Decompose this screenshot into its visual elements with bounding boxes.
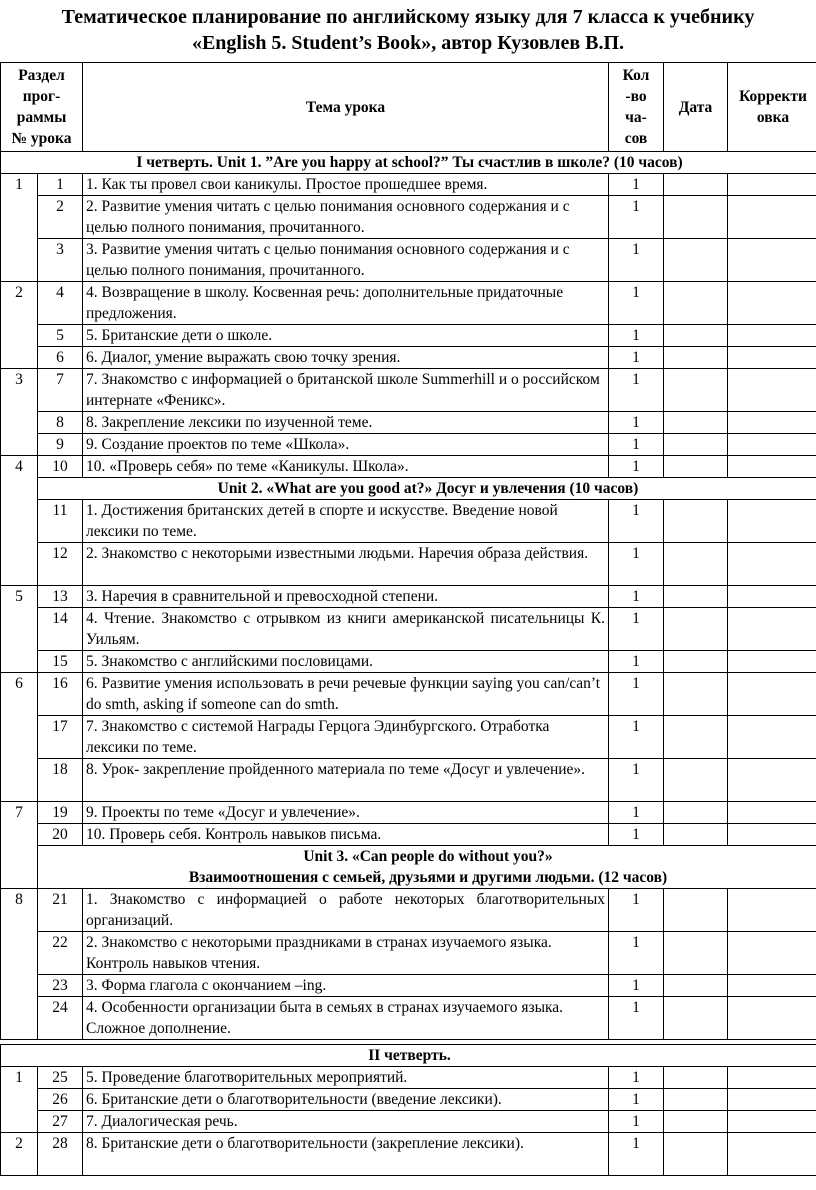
lesson-date-cell — [664, 759, 728, 802]
lesson-date-cell — [664, 586, 728, 608]
lesson-date-cell — [664, 1111, 728, 1133]
lesson-date-cell — [664, 282, 728, 325]
lesson-number-cell: 21 — [38, 889, 83, 932]
lesson-date-cell — [664, 608, 728, 651]
table-row — [1, 824, 816, 846]
section-number-cell: 1 — [1, 1067, 38, 1133]
lesson-topic-cell: 8. Урок- закрепление пройденного материала по теме «Досуг и увлечение». — [83, 759, 609, 802]
lesson-date-cell — [664, 1067, 728, 1089]
lesson-hours-cell: 1 — [609, 239, 664, 282]
lesson-topic-cell: 2. Знакомство с некоторыми известными людьми. Наречия образа действия. — [83, 543, 609, 586]
table-row — [1, 586, 816, 608]
lesson-hours-cell: 1 — [609, 543, 664, 586]
table-row — [1, 500, 816, 543]
title-line-1: Тематическое планирование по английскому языку для 7 класса к учебнику — [61, 6, 755, 28]
lesson-number-cell: 25 — [38, 1067, 83, 1089]
lesson-correction-cell — [728, 174, 816, 196]
lesson-date-cell — [664, 824, 728, 846]
lesson-correction-cell — [728, 889, 816, 932]
lesson-correction-cell — [728, 651, 816, 673]
lesson-hours-cell: 1 — [609, 889, 664, 932]
table-row — [1, 412, 816, 434]
lesson-date-cell — [664, 932, 728, 975]
quarter-1-unit-1-banner — [1, 152, 816, 174]
lesson-correction-cell — [728, 759, 816, 802]
lesson-hours-cell: 1 — [609, 651, 664, 673]
table-row — [1, 716, 816, 759]
lesson-number-cell: 20 — [38, 824, 83, 846]
lesson-number-cell: 12 — [38, 543, 83, 586]
lesson-number-cell: 9 — [38, 434, 83, 456]
lesson-topic-cell: 10. Проверь себя. Контроль навыков письма. — [83, 824, 609, 846]
table-row — [1, 174, 816, 196]
lesson-correction-cell — [728, 1089, 816, 1111]
lesson-date-cell — [664, 196, 728, 239]
lesson-number-cell: 11 — [38, 500, 83, 543]
lesson-correction-cell — [728, 1067, 816, 1089]
lesson-number-cell: 2 — [38, 196, 83, 239]
lesson-date-cell — [664, 500, 728, 543]
lesson-topic-cell: 4. Чтение. Знакомство с отрывком из книги американской писательницы К. Уильям. — [83, 608, 609, 651]
lesson-topic-cell: 6. Диалог, умение выражать свою точку зрения. — [83, 347, 609, 369]
lesson-topic-cell: 5. Проведение благотворительных мероприятий. — [83, 1067, 609, 1089]
quarter-2-banner-cell: II четверть. — [1, 1045, 816, 1067]
lesson-number-cell: 27 — [38, 1111, 83, 1133]
lesson-correction-cell — [728, 608, 816, 651]
lesson-correction-cell — [728, 369, 816, 412]
lesson-date-cell — [664, 325, 728, 347]
lesson-date-cell — [664, 239, 728, 282]
lesson-correction-cell — [728, 1111, 816, 1133]
lesson-number-cell: 5 — [38, 325, 83, 347]
lesson-hours-cell: 1 — [609, 802, 664, 824]
header-hours: Кол -во ча- сов — [609, 63, 664, 152]
lesson-correction-cell — [728, 586, 816, 608]
section-number-cell: 5 — [1, 586, 38, 673]
header-row — [1, 63, 816, 152]
lesson-hours-cell: 1 — [609, 412, 664, 434]
lesson-topic-cell: 3. Наречия в сравнительной и превосходной степени. — [83, 586, 609, 608]
document-title — [0, 4, 816, 56]
lesson-hours-cell: 1 — [609, 325, 664, 347]
lesson-correction-cell — [728, 412, 816, 434]
lesson-date-cell — [664, 673, 728, 716]
lesson-number-cell: 23 — [38, 975, 83, 997]
lesson-correction-cell — [728, 975, 816, 997]
lesson-hours-cell: 1 — [609, 1089, 664, 1111]
section-number-cell: 2 — [1, 282, 38, 369]
lesson-hours-cell: 1 — [609, 759, 664, 802]
lesson-number-cell: 6 — [38, 347, 83, 369]
lesson-topic-cell: 9. Создание проектов по теме «Школа». — [83, 434, 609, 456]
lesson-correction-cell — [728, 325, 816, 347]
lesson-topic-cell: 5. Британские дети о школе. — [83, 325, 609, 347]
lesson-hours-cell: 1 — [609, 500, 664, 543]
lesson-hours-cell: 1 — [609, 434, 664, 456]
lesson-topic-cell: 8. Британские дети о благотворительности (закрепление лексики). — [83, 1133, 609, 1176]
table-row — [1, 997, 816, 1040]
lesson-number-cell: 13 — [38, 586, 83, 608]
lesson-correction-cell — [728, 434, 816, 456]
table-row — [1, 434, 816, 456]
lesson-date-cell — [664, 997, 728, 1040]
lesson-number-cell: 16 — [38, 673, 83, 716]
lesson-date-cell — [664, 434, 728, 456]
unit-2-banner-cell: Unit 2. «What are you good at?» Досуг и увлечения (10 часов) — [38, 478, 816, 500]
lesson-number-cell: 8 — [38, 412, 83, 434]
lesson-hours-cell: 1 — [609, 196, 664, 239]
lesson-topic-cell: 3. Форма глагола с окончанием –ing. — [83, 975, 609, 997]
lesson-topic-cell: 7. Знакомство с информацией о британской школе Summerhill и о российском интернате «Феникс». — [83, 369, 609, 412]
lesson-date-cell — [664, 347, 728, 369]
header-date: Дата — [664, 63, 728, 152]
lesson-correction-cell — [728, 932, 816, 975]
lesson-date-cell — [664, 412, 728, 434]
lesson-date-cell — [664, 174, 728, 196]
section-number-cell: 6 — [1, 673, 38, 802]
lesson-hours-cell: 1 — [609, 673, 664, 716]
lesson-topic-cell: 2. Знакомство с некоторыми праздниками в странах изучаемого языка. Контроль навыков чтения. — [83, 932, 609, 975]
lesson-topic-cell: 6. Британские дети о благотворительности (введение лексики). — [83, 1089, 609, 1111]
lesson-correction-cell — [728, 716, 816, 759]
lesson-topic-cell: 1. Как ты провел свои каникулы. Простое прошедшее время. — [83, 174, 609, 196]
table-row — [1, 369, 816, 412]
lesson-number-cell: 24 — [38, 997, 83, 1040]
lesson-correction-cell — [728, 456, 816, 478]
lesson-correction-cell — [728, 500, 816, 543]
unit-3-banner-cell: Unit 3. «Can people do without you?» Взаимоотношения с семьей, друзьями и другими людьми. (12 часов) — [38, 846, 816, 889]
lesson-correction-cell — [728, 196, 816, 239]
section-number-cell: 2 — [1, 1133, 38, 1176]
table-row — [1, 1089, 816, 1111]
lesson-topic-cell: 5. Знакомство с английскими пословицами. — [83, 651, 609, 673]
table-row — [1, 759, 816, 802]
header-section: Раздел прог- раммы № урока — [1, 63, 83, 152]
table-row — [1, 456, 816, 478]
lesson-hours-cell: 1 — [609, 608, 664, 651]
table-row — [1, 347, 816, 369]
lesson-date-cell — [664, 1133, 728, 1176]
lesson-hours-cell: 1 — [609, 1111, 664, 1133]
table-row — [1, 282, 816, 325]
section-number-cell: 8 — [1, 889, 38, 1040]
lesson-number-cell: 22 — [38, 932, 83, 975]
lesson-number-cell: 28 — [38, 1133, 83, 1176]
table-row — [1, 543, 816, 586]
lesson-topic-cell: 4. Возвращение в школу. Косвенная речь: дополнительные придаточные предложения. — [83, 282, 609, 325]
lesson-topic-cell: 2. Развитие умения читать с целью понимания основного содержания и с целью полного понимания, прочитанного. — [83, 196, 609, 239]
lesson-number-cell: 1 — [38, 174, 83, 196]
table-row — [1, 932, 816, 975]
lesson-correction-cell — [728, 802, 816, 824]
lesson-correction-cell — [728, 239, 816, 282]
lesson-hours-cell: 1 — [609, 586, 664, 608]
section-number-cell: 3 — [1, 369, 38, 456]
lesson-number-cell: 18 — [38, 759, 83, 802]
lesson-hours-cell: 1 — [609, 369, 664, 412]
lesson-number-cell: 7 — [38, 369, 83, 412]
table-row — [1, 239, 816, 282]
lesson-number-cell: 3 — [38, 239, 83, 282]
plan-table — [0, 62, 816, 1176]
section-number-cell: 4 — [1, 456, 38, 586]
lesson-hours-cell: 1 — [609, 997, 664, 1040]
lesson-correction-cell — [728, 543, 816, 586]
section-number-cell: 7 — [1, 802, 38, 889]
table-row — [1, 802, 816, 824]
lesson-number-cell: 10 — [38, 456, 83, 478]
lesson-hours-cell: 1 — [609, 975, 664, 997]
header-topic: Тема урока — [83, 63, 609, 152]
lesson-topic-cell: 9. Проекты по теме «Досуг и увлечение». — [83, 802, 609, 824]
lesson-correction-cell — [728, 1133, 816, 1176]
table-row — [1, 651, 816, 673]
lesson-date-cell — [664, 802, 728, 824]
quarter-1-unit-1-banner-cell: I четверть. Unit 1. ”Are you happy at school?” Ты счастлив в школе? (10 часов) — [1, 152, 816, 174]
table-row — [1, 196, 816, 239]
lesson-number-cell: 17 — [38, 716, 83, 759]
table-row — [1, 1067, 816, 1089]
lesson-hours-cell: 1 — [609, 932, 664, 975]
lesson-date-cell — [664, 543, 728, 586]
lesson-correction-cell — [728, 282, 816, 325]
lesson-date-cell — [664, 456, 728, 478]
header-correction: Корректи овка — [728, 63, 816, 152]
unit-3-banner — [1, 846, 816, 889]
lesson-topic-cell: 8. Закрепление лексики по изученной теме. — [83, 412, 609, 434]
lesson-correction-cell — [728, 997, 816, 1040]
lesson-number-cell: 14 — [38, 608, 83, 651]
lesson-topic-cell: 1. Знакомство с информацией о работе некоторых благотворительных организаций. — [83, 889, 609, 932]
lesson-topic-cell: 10. «Проверь себя» по теме «Каникулы. Школа». — [83, 456, 609, 478]
lesson-date-cell — [664, 369, 728, 412]
lesson-hours-cell: 1 — [609, 282, 664, 325]
lesson-correction-cell — [728, 673, 816, 716]
table-row — [1, 673, 816, 716]
table-row — [1, 889, 816, 932]
lesson-number-cell: 15 — [38, 651, 83, 673]
lesson-topic-cell: 1. Достижения британских детей в спорте и искусстве. Введение новой лексики по теме. — [83, 500, 609, 543]
lesson-topic-cell: 3. Развитие умения читать с целью понимания основного содержания и с целью полного понимания, прочитанного. — [83, 239, 609, 282]
lesson-hours-cell: 1 — [609, 174, 664, 196]
section-number-cell: 1 — [1, 174, 38, 282]
table-row — [1, 1133, 816, 1176]
lesson-number-cell: 26 — [38, 1089, 83, 1111]
lesson-hours-cell: 1 — [609, 1133, 664, 1176]
lesson-hours-cell: 1 — [609, 347, 664, 369]
lesson-hours-cell: 1 — [609, 1067, 664, 1089]
lesson-topic-cell: 7. Диалогическая речь. — [83, 1111, 609, 1133]
lesson-date-cell — [664, 651, 728, 673]
unit-2-banner — [1, 478, 816, 500]
lesson-number-cell: 19 — [38, 802, 83, 824]
table-row — [1, 325, 816, 347]
lesson-hours-cell: 1 — [609, 456, 664, 478]
lesson-correction-cell — [728, 347, 816, 369]
lesson-date-cell — [664, 1089, 728, 1111]
table-row — [1, 1111, 816, 1133]
table-row — [1, 975, 816, 997]
title-line-2: «English 5. Student’s Book», автор Кузовлев В.П. — [191, 32, 625, 54]
lesson-hours-cell: 1 — [609, 824, 664, 846]
lesson-date-cell — [664, 975, 728, 997]
lesson-topic-cell: 6. Развитие умения использовать в речи речевые функции saying you can/can’t do smth, asking if someone can do smth. — [83, 673, 609, 716]
table-row — [1, 608, 816, 651]
lesson-hours-cell: 1 — [609, 716, 664, 759]
lesson-topic-cell: 7. Знакомство с системой Награды Герцога Эдинбургского. Отработка лексики по теме. — [83, 716, 609, 759]
lesson-date-cell — [664, 889, 728, 932]
lesson-topic-cell: 4. Особенности организации быта в семьях в странах изучаемого языка. Сложное дополнение. — [83, 997, 609, 1040]
lesson-date-cell — [664, 716, 728, 759]
lesson-correction-cell — [728, 824, 816, 846]
lesson-number-cell: 4 — [38, 282, 83, 325]
quarter-2-banner — [1, 1045, 816, 1067]
